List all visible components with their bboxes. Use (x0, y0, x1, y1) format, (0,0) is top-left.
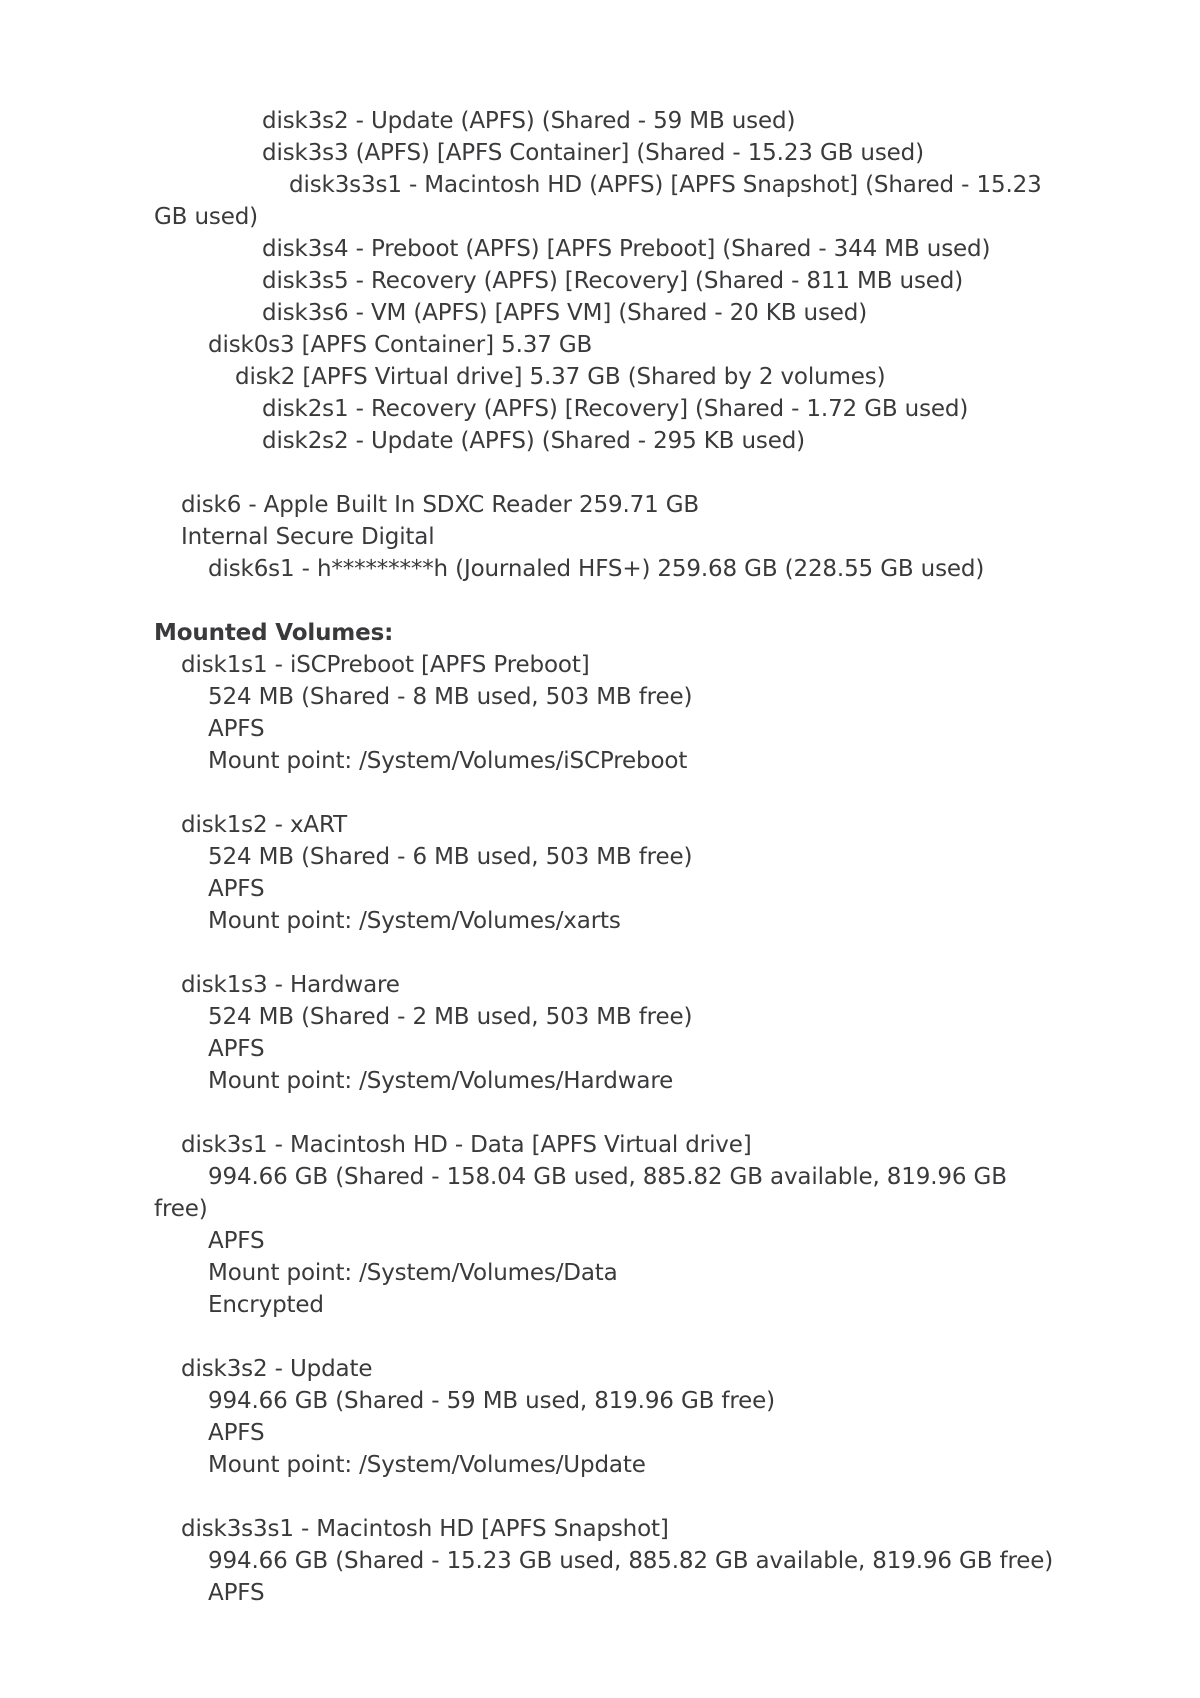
text-line: disk2s1 - Recovery (APFS) [Recovery] (Shared - 1.72 GB used) (262, 396, 969, 422)
text-line: free) (154, 1196, 208, 1222)
text-line: 524 MB (Shared - 2 MB used, 503 MB free) (208, 1004, 693, 1030)
text-line: Mount point: /System/Volumes/xarts (208, 908, 621, 934)
text-line: 994.66 GB (Shared - 158.04 GB used, 885.82 GB available, 819.96 GB (208, 1164, 1007, 1190)
text-line: APFS (208, 1036, 265, 1062)
text-line: disk3s6 - VM (APFS) [APFS VM] (Shared - 20 KB used) (262, 300, 868, 326)
text-line: disk6 - Apple Built In SDXC Reader 259.71 GB (181, 492, 700, 518)
text-line: Encrypted (208, 1292, 324, 1318)
text-line: Mount point: /System/Volumes/iSCPreboot (208, 748, 688, 774)
text-line: disk1s1 - iSCPreboot [APFS Preboot] (181, 652, 590, 678)
text-line: 994.66 GB (Shared - 59 MB used, 819.96 GB free) (208, 1388, 775, 1414)
text-line: disk3s1 - Macintosh HD - Data [APFS Virtual drive] (181, 1132, 752, 1158)
text-line: disk2s2 - Update (APFS) (Shared - 295 KB used) (262, 428, 805, 454)
text-line: 524 MB (Shared - 6 MB used, 503 MB free) (208, 844, 693, 870)
text-line: APFS (208, 876, 265, 902)
text-line: APFS (208, 1228, 265, 1254)
text-line: disk3s3s1 - Macintosh HD (APFS) [APFS Snapshot] (Shared - 15.23 (289, 172, 1042, 198)
text-line: disk1s2 - xART (181, 812, 348, 838)
text-line: disk3s2 - Update (APFS) (Shared - 59 MB used) (262, 108, 796, 134)
text-line: 524 MB (Shared - 8 MB used, 503 MB free) (208, 684, 693, 710)
text-line: 994.66 GB (Shared - 15.23 GB used, 885.82 GB available, 819.96 GB free) (208, 1548, 1054, 1574)
text-line: APFS (208, 1420, 265, 1446)
text-line: disk2 [APFS Virtual drive] 5.37 GB (Shared by 2 volumes) (235, 364, 886, 390)
text-line: disk6s1 - h*********h (Journaled HFS+) 259.68 GB (228.55 GB used) (208, 556, 985, 582)
text-line: Mount point: /System/Volumes/Update (208, 1452, 646, 1478)
text-line: disk3s2 - Update (181, 1356, 373, 1382)
text-line: Mount point: /System/Volumes/Data (208, 1260, 618, 1286)
text-line: Internal Secure Digital (181, 524, 435, 550)
text-line: APFS (208, 1580, 265, 1606)
text-line: disk0s3 [APFS Container] 5.37 GB (208, 332, 593, 358)
text-line: Mount point: /System/Volumes/Hardware (208, 1068, 674, 1094)
text-line: disk3s4 - Preboot (APFS) [APFS Preboot] (Shared - 344 MB used) (262, 236, 991, 262)
text-line: disk1s3 - Hardware (181, 972, 400, 998)
section-heading-mounted-volumes: Mounted Volumes: (154, 620, 394, 646)
text-line: disk3s5 - Recovery (APFS) [Recovery] (Shared - 811 MB used) (262, 268, 964, 294)
text-line: disk3s3 (APFS) [APFS Container] (Shared - 15.23 GB used) (262, 140, 924, 166)
text-line: disk3s3s1 - Macintosh HD [APFS Snapshot] (181, 1516, 669, 1542)
text-line: APFS (208, 716, 265, 742)
text-line: GB used) (154, 204, 258, 230)
